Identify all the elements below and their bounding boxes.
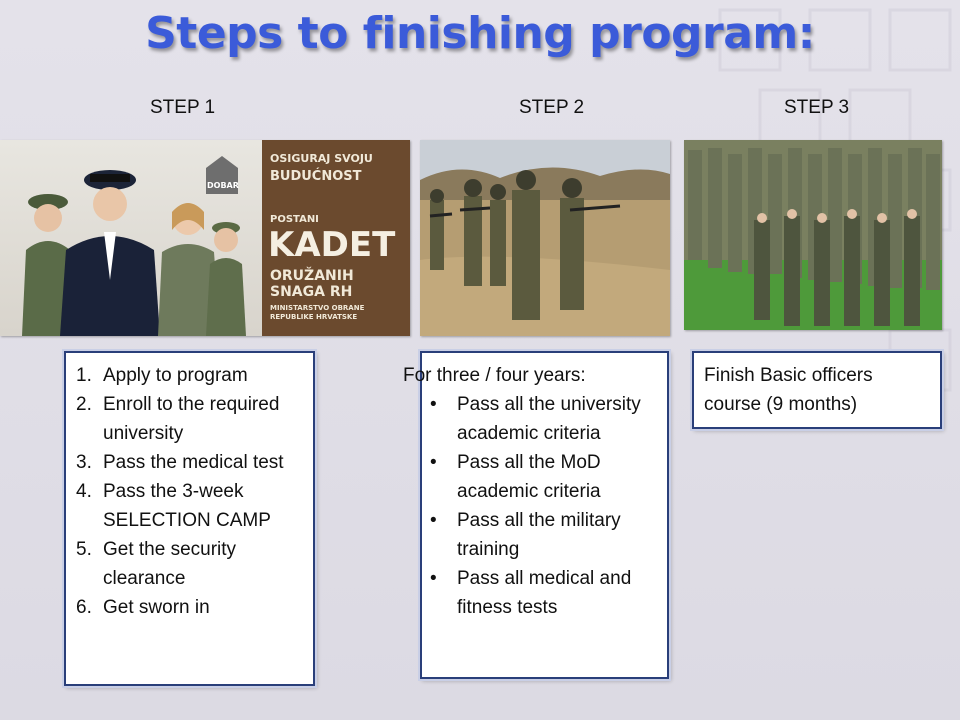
list-text: Pass the 3-week SELECTION CAMP [103, 481, 271, 531]
list-item [76, 477, 303, 535]
step-2-box [403, 351, 669, 679]
step-2-list [430, 390, 659, 622]
list-number: 4. [76, 481, 92, 502]
list-item [76, 448, 303, 477]
recruitment-poster-image [0, 140, 410, 336]
list-item [76, 361, 303, 390]
step-3-box [692, 351, 942, 429]
step-2-intro-text: For three / four years: [403, 365, 586, 386]
step-2-label: STEP 2 [519, 97, 585, 118]
poster-slogan-1: OSIGURAJ SVOJU [270, 152, 373, 165]
step-2-intro [403, 361, 659, 390]
poster-ministry-1: MINISTARSTVO OBRANE [270, 304, 365, 312]
military-training-photo [420, 140, 670, 336]
step-3-label: STEP 3 [784, 97, 850, 118]
list-number: 1. [76, 365, 92, 386]
officers-formation-photo [684, 140, 942, 330]
slide-title: Steps to finishing program: [145, 8, 815, 59]
list-number: 2. [76, 394, 92, 415]
step-1-label: STEP 1 [150, 97, 216, 118]
list-number: 5. [76, 539, 92, 560]
poster-postani: POSTANI [270, 214, 319, 225]
step-1-list [76, 361, 303, 622]
poster-slogan-2: BUDUĆNOST [270, 169, 362, 184]
list-text: Get the security clearance [103, 539, 237, 589]
list-text: Enroll to the required university [103, 394, 280, 444]
step-1-box [64, 351, 315, 686]
poster-kadet: KADET [268, 225, 396, 265]
list-item: • Pass all the university academic criteria [430, 390, 659, 448]
list-text: Apply to program [103, 365, 248, 386]
list-item: • Pass all the military training [430, 506, 659, 564]
list-item: • Pass all medical and fitness tests [430, 564, 659, 622]
list-item [76, 593, 303, 622]
poster-oruzanih: ORUŽANIH [270, 268, 354, 284]
list-number: 6. [76, 597, 92, 618]
list-text: Get sworn in [103, 597, 210, 618]
poster-ministry-2: REPUBLIKE HRVATSKE [270, 313, 358, 321]
step-3-text: Finish Basic officers course (9 months) [704, 365, 873, 415]
list-number: 3. [76, 452, 92, 473]
poster-badge-text: DOBAR [207, 181, 239, 190]
poster-snaga: SNAGA RH [270, 284, 353, 300]
list-text: Pass the medical test [103, 452, 284, 473]
list-item: • Pass all the MoD academic criteria [430, 448, 659, 506]
list-item [76, 390, 303, 448]
list-item [76, 535, 303, 593]
